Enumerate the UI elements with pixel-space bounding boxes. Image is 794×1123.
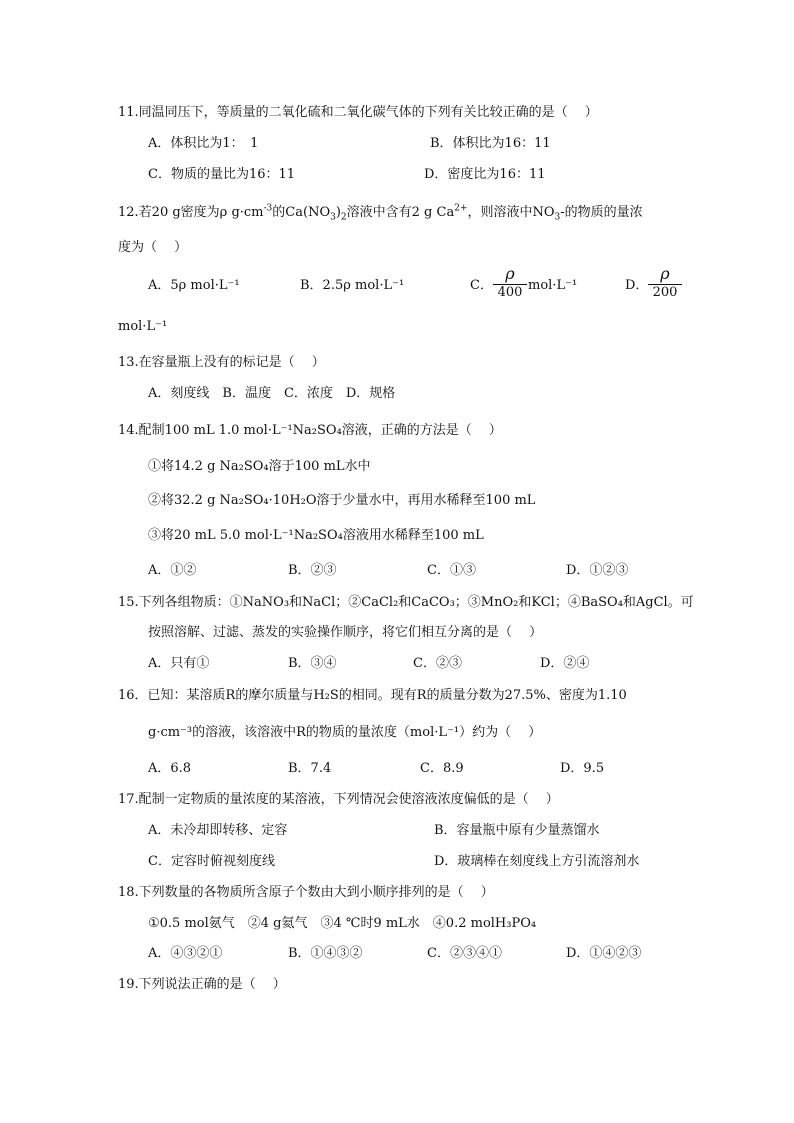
rho-numerator: ρ	[660, 264, 670, 283]
q16-option-c: C．8.9	[420, 761, 464, 776]
q12-option-c-fraction	[493, 266, 527, 300]
q17-option-a: A．未冷却即转移、定容	[148, 823, 288, 838]
q12-stem: 12.若20 g密度为ρ $g\cdot cm^{-3}$的$Ca(NO_3)_2$溶液中含有2 g $Ca^{2+}$，则溶液中$NO_3-$的物质的量浓	[118, 203, 643, 223]
q18-items: ①0.5 mol氨气 ②4 g氦气 ③4 ℃时9 mL水 ④0.2 molH₃PO₄	[148, 916, 537, 931]
q19-stem: 19.下列说法正确的是（ ）	[118, 977, 286, 992]
q17-option-b: B．容量瓶中原有少量蒸馏水	[434, 823, 600, 838]
q14-item-2: ②将32.2 g Na₂SO₄·10H₂O溶于少量水中，再用水稀释至100 mL	[148, 493, 536, 508]
q12-option-c-unit: mol·L⁻¹	[528, 278, 578, 293]
q15-option-c: C．②③	[413, 656, 462, 671]
q14-item-3: ③将20 mL 5.0 mol·L⁻¹Na₂SO₄溶液用水稀释至100 mL	[148, 528, 484, 543]
q18-stem: 18.下列数量的各物质所含原子个数由大到小顺序排列的是（ ）	[118, 885, 494, 900]
q15-stem-line2: 按照溶解、过滤、蒸发的实验操作顺序，将它们相互分离的是（ ）	[148, 625, 543, 640]
q16-option-d: D．9.5	[560, 761, 605, 776]
q14-stem: 14.配制100 mL 1.0 mol·L⁻¹Na₂SO₄溶液，正确的方法是（ ）	[118, 423, 502, 438]
q17-option-d: D．玻璃棒在刻度线上方引流溶剂水	[434, 854, 640, 869]
q16-option-a: A．6.8	[148, 761, 192, 776]
q12-option-b: B．2.5ρ mol·L⁻¹	[300, 278, 405, 293]
q11-option-a: A．体积比为1： 1	[148, 136, 259, 151]
q18-option-a: A．④③②①	[148, 946, 223, 961]
q17-option-c: C．定容时俯视刻度线	[148, 854, 275, 869]
q11-option-b: B．体积比为16：11	[430, 136, 551, 151]
q11-option-d: D．密度比为16：11	[424, 167, 546, 182]
q11-option-c: C．物质的量比为16：11	[148, 167, 296, 182]
rho-numerator: ρ	[505, 264, 515, 283]
q12-stem-line2: 度为（ ）	[118, 240, 188, 255]
q15-option-b: B．③④	[288, 656, 337, 671]
q14-option-b: B．②③	[288, 563, 337, 578]
q12-option-a: A．5ρ mol·L⁻¹	[148, 278, 240, 293]
q12-option-c-label: C．	[470, 278, 493, 293]
q11-stem: 11.同温同压下，等质量的二氧化硫和二氧化碳气体的下列有关比较正确的是（ ）	[118, 105, 598, 120]
q13-options: A．刻度线 B．温度 C．浓度 D．规格	[148, 386, 396, 401]
q14-option-a: A．①②	[148, 563, 197, 578]
fraction-denominator: 400	[497, 285, 523, 300]
q18-option-d: D．①④②③	[566, 946, 642, 961]
q18-option-b: B．①④③②	[288, 946, 363, 961]
q17-stem: 17.配制一定物质的量浓度的某溶液，下列情况会使溶液浓度偏低的是（ ）	[118, 792, 559, 807]
q13-stem: 13.在容量瓶上没有的标记是（ ）	[118, 355, 325, 370]
q12-option-d-label: D．	[625, 278, 649, 293]
q16-stem-line2: g·cm⁻³的溶液，该溶液中R的物质的量浓度（mol·L⁻¹）约为（ ）	[148, 725, 542, 740]
q14-item-1: ①将14.2 g Na₂SO₄溶于100 mL水中	[148, 459, 371, 474]
q15-option-a: A．只有①	[148, 656, 210, 671]
q16-stem: 16．已知：某溶质R的摩尔质量与H₂S的相同。现有R的质量分数为27.5%、密度为1.10	[118, 688, 627, 703]
q15-stem: 15.下列各组物质：①NaNO₃和NaCl；②CaCl₂和CaCO₃；③MnO₂和KCl；④BaSO₄和AgCl。可	[118, 595, 694, 610]
fraction-denominator: 200	[652, 285, 678, 300]
q12-option-d-fraction	[648, 266, 682, 300]
q18-option-c: C．②③④①	[427, 946, 502, 961]
q14-option-d: D．①②③	[566, 563, 629, 578]
q16-option-b: B．7.4	[288, 761, 332, 776]
q15-option-d: D．②④	[540, 656, 590, 671]
q12-option-d-unit: mol·L⁻¹	[118, 319, 168, 334]
q14-option-c: C．①③	[427, 563, 476, 578]
